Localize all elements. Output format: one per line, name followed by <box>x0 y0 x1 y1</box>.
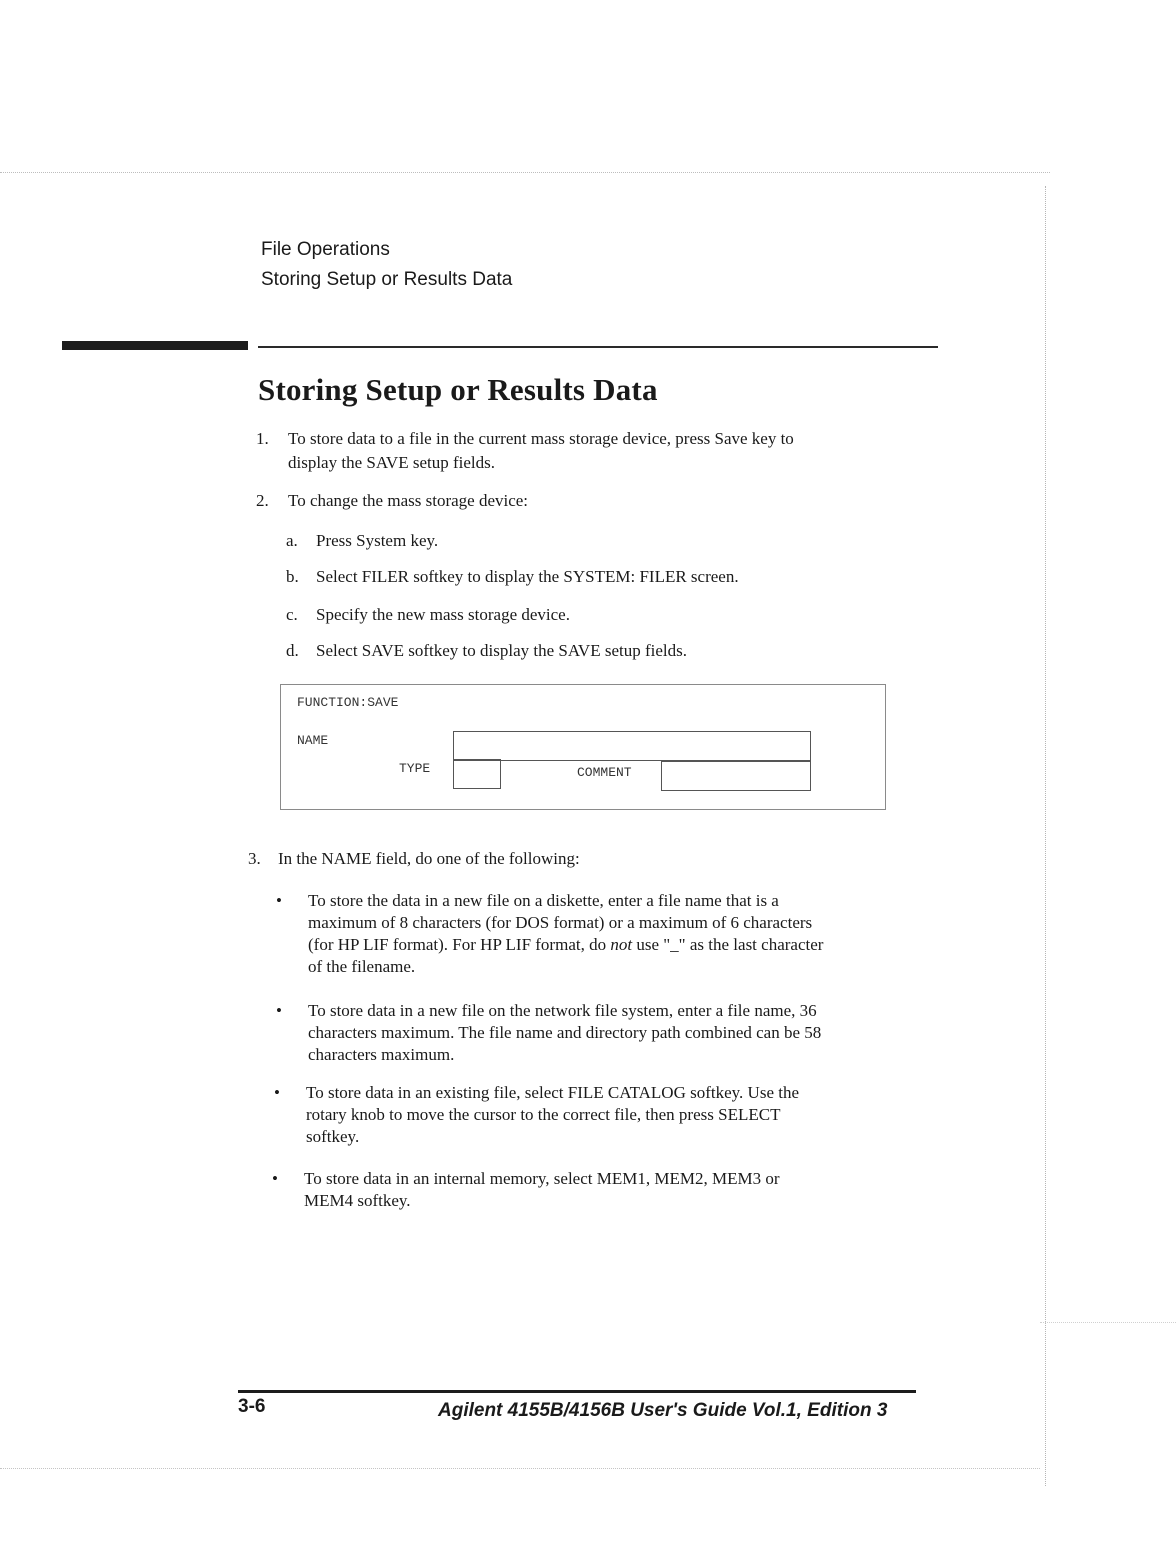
page-title: Storing Setup or Results Data <box>258 372 658 407</box>
list-item-substep-c <box>286 604 906 628</box>
footer-rule <box>238 1390 916 1393</box>
bullet-glyph: • <box>276 1001 282 1020</box>
step-text: To store data to a file in the current mass storage device, press Save key to <box>288 429 794 448</box>
section-rule-thin <box>258 346 938 348</box>
name-label: NAME <box>297 733 329 748</box>
bullet-text-line: characters maximum. The file name and directory path combined can be 58 <box>308 1023 822 1042</box>
bullet-text-line: rotary knob to move the cursor to the correct file, then press SELECT <box>306 1105 781 1124</box>
scan-edge-bottom <box>0 1468 1040 1469</box>
bullet-item <box>276 890 926 982</box>
substep-letter: d. <box>286 641 299 660</box>
bullet-text-line: characters maximum. <box>308 1045 455 1064</box>
list-item-substep-a <box>286 530 906 554</box>
scan-edge-right <box>1045 186 1046 1486</box>
step-number: 1. <box>256 429 269 448</box>
running-head <box>261 235 512 295</box>
comment-field <box>661 761 811 791</box>
bullet-text-line: To store data in a new file on the network file system, enter a file name, 36 <box>308 1001 817 1020</box>
bullet-text-line <box>308 934 823 956</box>
substep-text: Specify the new mass storage device. <box>316 605 570 624</box>
substep-letter: b. <box>286 567 299 586</box>
page-number: 3-6 <box>238 1396 266 1417</box>
bullet-text-line: MEM4 softkey. <box>304 1191 411 1210</box>
type-field <box>453 759 501 789</box>
comment-label: COMMENT <box>577 765 632 780</box>
bullet-text-line: softkey. <box>306 1127 360 1146</box>
step-text: In the NAME field, do one of the following: <box>278 849 580 868</box>
bullet-glyph: • <box>274 1083 280 1102</box>
bullet-item <box>276 1000 926 1070</box>
bullet-text-line: To store data in an existing file, select FILE CATALOG softkey. Use the <box>306 1083 800 1102</box>
list-item-substep-b <box>286 566 906 590</box>
bullet-text-fragment: (for HP LIF format). For HP LIF format, do <box>308 935 607 954</box>
name-field <box>453 731 811 761</box>
substep-text: Select FILER softkey to display the SYSTEM: FILER screen. <box>316 567 739 586</box>
step-text: display the SAVE setup fields. <box>288 453 495 472</box>
bullet-text-line: maximum of 8 characters (for DOS format) or a maximum of 6 characters <box>308 913 813 932</box>
list-item-step-1 <box>256 428 916 474</box>
step-number: 2. <box>256 491 269 510</box>
bullet-text-emphasis: not <box>610 935 633 954</box>
list-item-step-3 <box>248 848 908 872</box>
list-item-substep-d <box>286 640 906 664</box>
bullet-text-line: To store the data in a new file on a diskette, enter a file name that is a <box>308 891 779 910</box>
scan-edge-top <box>0 172 1050 173</box>
function-label: FUNCTION:SAVE <box>297 695 399 710</box>
substep-letter: a. <box>286 531 298 550</box>
running-head-section: Storing Setup or Results Data <box>261 269 513 290</box>
bullet-text-line: of the filename. <box>308 957 416 976</box>
scan-edge-tail <box>1040 1322 1176 1323</box>
save-setup-screen-figure <box>280 684 886 810</box>
bullet-glyph: • <box>272 1169 278 1188</box>
step-text: To change the mass storage device: <box>288 491 529 510</box>
step-number: 3. <box>248 849 261 868</box>
bullet-item <box>274 1082 924 1152</box>
list-item-step-2 <box>256 490 916 514</box>
substep-text: Press System key. <box>316 531 439 550</box>
section-rule-thick <box>62 341 248 350</box>
substep-text: Select SAVE softkey to display the SAVE setup fields. <box>316 641 687 660</box>
bullet-text-fragment: use "_" as the last character <box>632 935 824 954</box>
bullet-text-line: To store data in an internal memory, select MEM1, MEM2, MEM3 or <box>304 1169 780 1188</box>
footer-title: Agilent 4155B/4156B User's Guide Vol.1, Edition 3 <box>438 1400 888 1421</box>
bullet-item <box>272 1168 922 1216</box>
substep-letter: c. <box>286 605 298 624</box>
running-head-chapter: File Operations <box>261 239 390 260</box>
type-label: TYPE <box>399 761 431 776</box>
bullet-glyph: • <box>276 891 282 910</box>
